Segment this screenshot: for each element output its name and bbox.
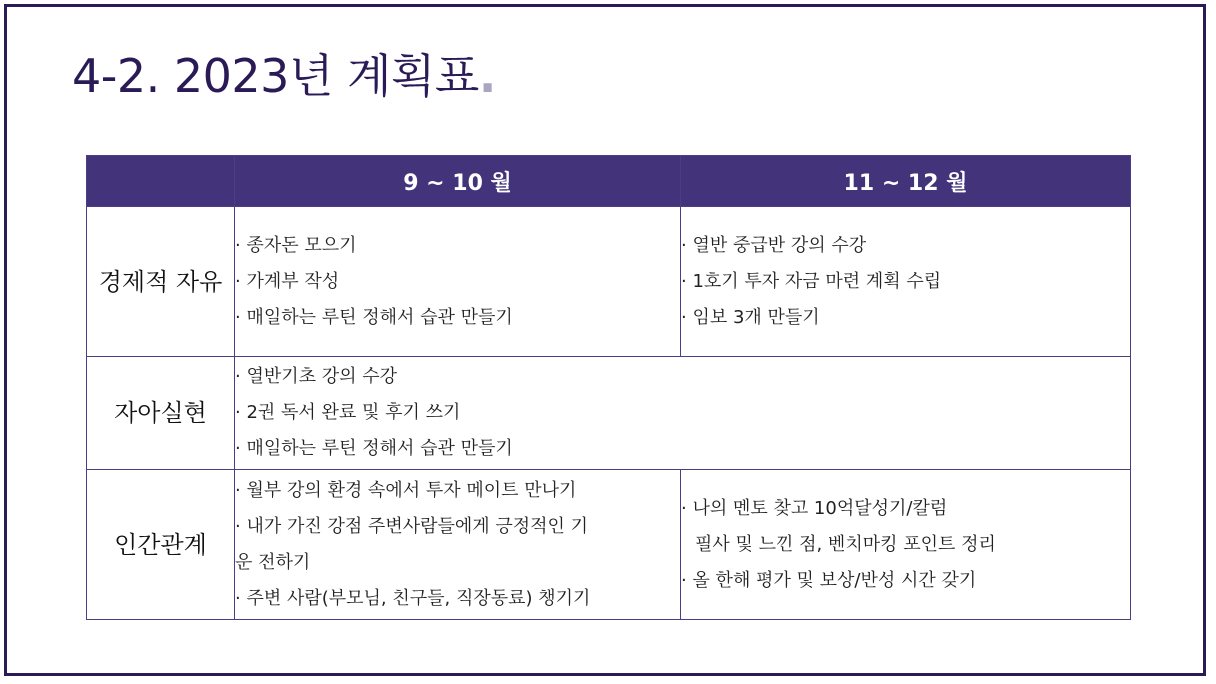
header-cell-nov-dec: 11 ~ 12 월 <box>681 156 1131 207</box>
list-item: · 매일하는 루틴 정해서 습관 만들기 <box>235 438 513 459</box>
cell-self-realization <box>235 357 1131 470</box>
list-item: · 2권 독서 완료 및 후기 쓰기 <box>235 402 461 423</box>
title-text: 4-2. 2023년 계획표 <box>72 49 479 103</box>
header-cell-sep-oct: 9 ~ 10 월 <box>235 156 681 207</box>
list-item: · 주변 사람(부모님, 친구들, 직장동료) 챙기기 <box>235 587 591 609</box>
title-dot: . <box>478 49 496 103</box>
list-item: · 종자돈 모으기 <box>235 234 357 256</box>
list-item: · 올 한해 평가 및 보상/반성 시간 갖기 <box>681 569 977 591</box>
row-label-economic: 경제적 자유 <box>87 207 235 357</box>
header-cell-empty <box>87 156 235 207</box>
table-row-self-realization <box>87 357 1131 470</box>
list-item: · 열반기초 강의 수강 <box>235 366 397 387</box>
list-item: · 열반 중급반 강의 수강 <box>681 234 867 256</box>
row-label-relationships: 인간관계 <box>87 470 235 620</box>
list-item: · 내가 가진 강점 주변사람들에게 긍정적인 기 <box>235 515 589 537</box>
list-item: · 월부 강의 환경 속에서 투자 메이트 만나기 <box>235 479 577 501</box>
cell-economic-nov-dec <box>681 207 1131 357</box>
cell-relationships-nov-dec <box>681 470 1131 620</box>
list-item: · 임보 3개 만들기 <box>681 306 820 328</box>
table-row-economic <box>87 207 1131 357</box>
plan-table <box>86 155 1131 620</box>
list-item: · 가계부 작성 <box>235 270 340 292</box>
cell-economic-sep-oct <box>235 207 681 357</box>
table-row-relationships <box>87 470 1131 620</box>
row-label-self-realization: 자아실현 <box>87 357 235 470</box>
table-header-row <box>87 156 1131 207</box>
list-item: · 1호기 투자 자금 마련 계획 수립 <box>681 270 942 292</box>
cell-relationships-sep-oct <box>235 470 681 620</box>
list-item: 필사 및 느낀 점, 벤치마킹 포인트 정리 <box>695 533 996 555</box>
list-item: · 나의 멘토 찾고 10억달성기/칼럼 <box>681 497 948 519</box>
list-item: · 매일하는 루틴 정해서 습관 만들기 <box>235 306 513 328</box>
page-title <box>72 48 496 104</box>
list-item: 운 전하기 <box>235 551 311 573</box>
